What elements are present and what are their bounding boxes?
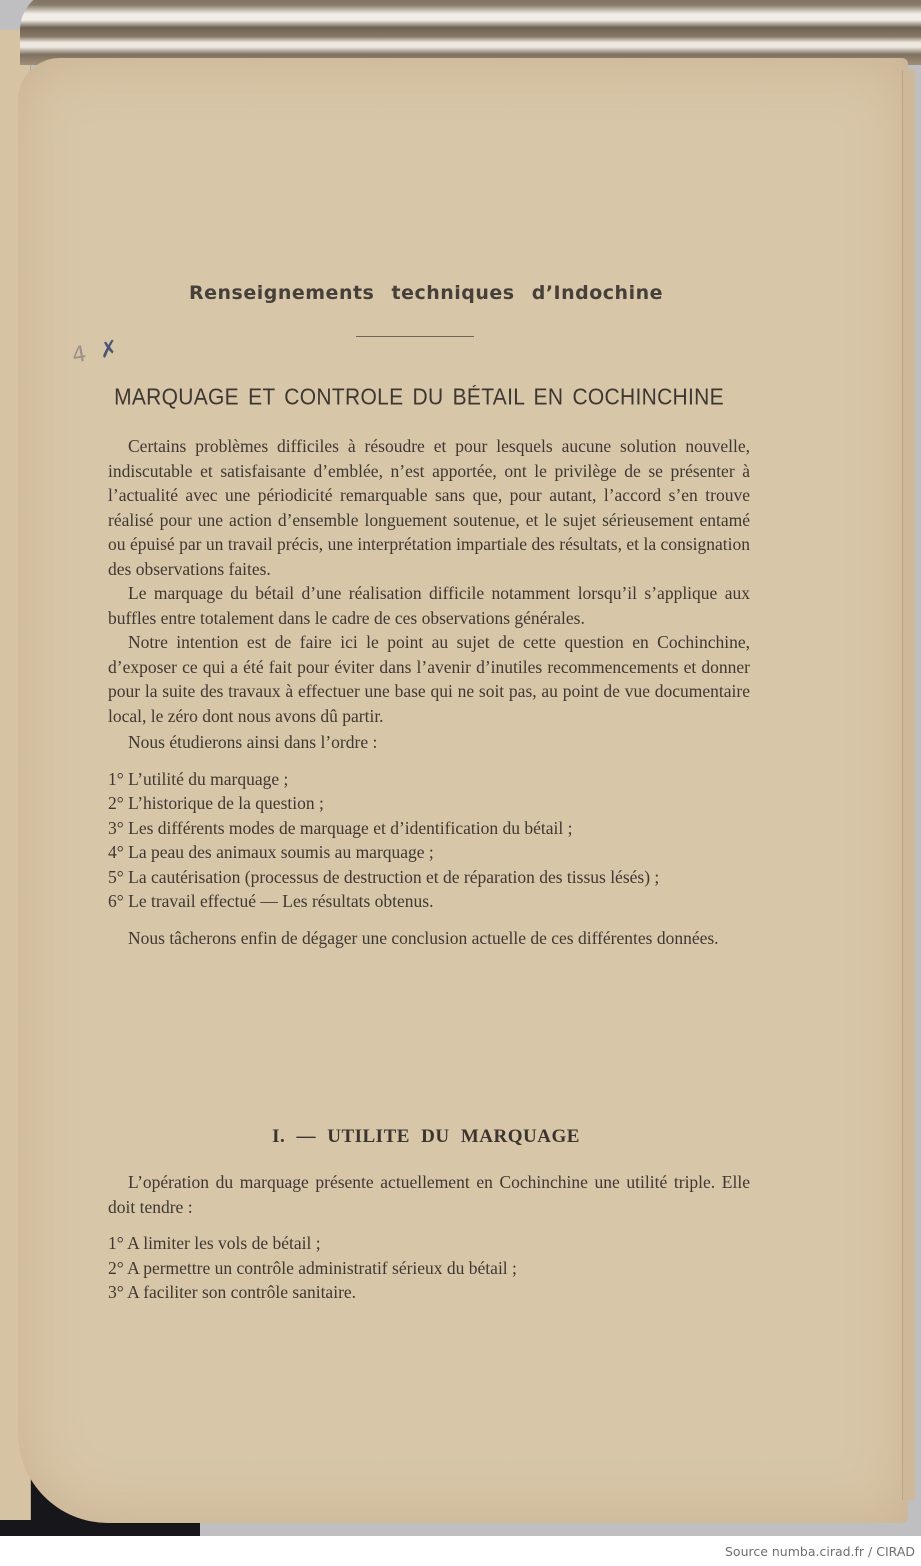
outline-item: 1° L’utilité du marquage ; [108, 768, 289, 789]
pencil-number: 4 [70, 341, 89, 369]
utility-item: 3° A faciliter son contrôle sanitaire. [108, 1282, 357, 1302]
outline-item: 5° La cautérisation (processus de destruction et de réparation des tissus lésés) ; [108, 866, 660, 887]
utility-item: 1° A limiter les vols de bétail ; [108, 1233, 321, 1253]
article-title: MARQUAGE ET CONTROLE DU BÉTAIL EN COCHINCHINE [114, 385, 724, 410]
paragraph: Notre intention est de faire ici le point au sujet de cette question en Cochinchine, d’exposer ce qui a été fait pour éviter dans l’avenir d’inutiles recommencements et donner pour la suite des travaux à effectuer une base qui ne soit pas, au point de vue documentaire local, le zéro dont nous avons dû partir. [108, 632, 750, 726]
paragraph: L’opération du marquage présente actuellement en Cochinchine une utilité triple. Elle doit tendre : [108, 1172, 750, 1217]
section-heading: I. — UTILITE DU MARQUAGE [272, 1126, 580, 1147]
outline-item: 4° La peau des animaux soumis au marquage ; [108, 842, 434, 862]
introduction [108, 434, 750, 950]
right-page-edge [902, 70, 915, 1500]
outline-item: 6° Le travail effectué — Les résultats obtenus. [108, 891, 434, 911]
ink-cross-mark: ✗ [97, 336, 121, 364]
section-1-body [108, 1170, 750, 1305]
outline-item: 2° L’historique de la question ; [108, 793, 324, 813]
outline-list [108, 767, 750, 914]
paragraph: Nous tâcherons enfin de dégager une conclusion actuelle de ces différentes données. [128, 927, 719, 948]
outline-item: 3° Les différents modes de marquage et d’identification du bétail ; [108, 817, 573, 838]
utility-list [108, 1231, 750, 1305]
paragraph: Certains problèmes difficiles à résoudre et pour lesquels aucune solution nouvelle, indiscutable et satisfaisante d’emblée, n’est apportée, ont le privilège de se présenter à l’actualité avec une périodicité remarquable sans que, pour autant, l’accord s’en trouve réalisé pour une action d’ensemble longuement soutenue, et le sujet sérieusement entamé ou épuisé par un travail précis, une interprétation impartiale des résultats, et la consignation des observations faites. [108, 436, 750, 579]
stacked-page-edges [20, 0, 921, 65]
running-title: Renseignements techniques d’Indochine [189, 282, 663, 304]
utility-item: 2° A permettre un contrôle administratif sérieux du bétail ; [108, 1257, 517, 1278]
source-credit: Source numba.cirad.fr / CIRAD [724, 1544, 915, 1559]
paragraph: Nous étudierons ainsi dans l’ordre : [128, 732, 378, 752]
title-rule [356, 336, 474, 337]
paragraph: Le marquage du bétail d’une réalisation difficile notamment lorsqu’il s’applique aux buffles entre totalement dans le cadre de ces observations générales. [108, 583, 750, 628]
